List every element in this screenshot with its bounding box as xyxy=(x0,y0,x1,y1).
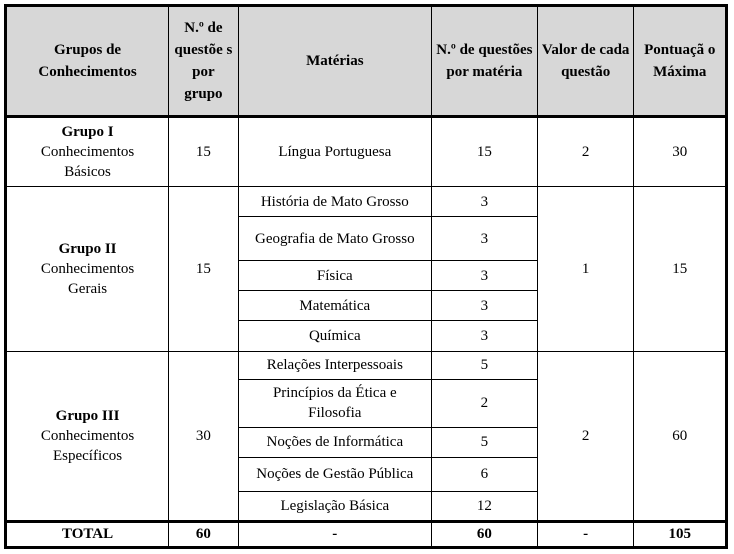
subject-questions: 3 xyxy=(431,321,537,351)
group-cell xyxy=(6,187,169,351)
total-label: TOTAL xyxy=(6,521,169,547)
header-questoes-por-materia: N.º de questões por matéria xyxy=(431,6,537,117)
header-pontuacao-maxima: Pontuaçã o Máxima xyxy=(634,6,727,117)
table-row xyxy=(6,351,727,379)
header-materias: Matérias xyxy=(238,6,431,117)
group-desc: Conhecimentos xyxy=(40,427,135,444)
max-score: 30 xyxy=(634,117,727,187)
question-value: 2 xyxy=(537,117,634,187)
group-questions: 30 xyxy=(169,351,239,521)
subject-questions: 12 xyxy=(431,491,537,521)
group-name: Grupo II xyxy=(58,240,117,257)
group-desc: Básicos xyxy=(64,164,111,181)
question-value: 2 xyxy=(537,351,634,521)
subject-name: História de Mato Grosso xyxy=(238,187,431,217)
subject-questions: 3 xyxy=(431,187,537,217)
subject-questions: 3 xyxy=(431,217,537,261)
subject-name: Legislação Básica xyxy=(238,491,431,521)
subject-name: Relações Interpessoais xyxy=(238,351,431,379)
subject-questions: 15 xyxy=(431,117,537,187)
group-desc: Conhecimentos xyxy=(40,260,135,277)
subject-questions: 2 xyxy=(431,379,537,427)
group-cell xyxy=(6,351,169,521)
total-row xyxy=(6,521,727,547)
group-questions: 15 xyxy=(169,187,239,351)
question-value: 1 xyxy=(537,187,634,351)
subject-name: Geografia de Mato Grosso xyxy=(238,217,431,261)
subject-name: Física xyxy=(238,261,431,291)
header-row xyxy=(6,6,727,117)
group-cell xyxy=(6,117,169,187)
subject-name: Matemática xyxy=(238,291,431,321)
group-desc: Conhecimentos xyxy=(40,144,135,161)
exam-distribution-table xyxy=(4,4,728,549)
total-max: 105 xyxy=(634,521,727,547)
header-grupos: Grupos de Conhecimentos xyxy=(6,6,169,117)
total-questions-subject: 60 xyxy=(431,521,537,547)
subject-questions: 5 xyxy=(431,427,537,457)
group-questions: 15 xyxy=(169,117,239,187)
total-subjects: - xyxy=(238,521,431,547)
subject-questions: 5 xyxy=(431,351,537,379)
subject-questions: 3 xyxy=(431,261,537,291)
subject-name: Língua Portuguesa xyxy=(238,117,431,187)
group-name: Grupo III xyxy=(55,407,120,424)
header-valor-questao: Valor de cada questão xyxy=(537,6,634,117)
subject-name: Noções de Gestão Pública xyxy=(238,457,431,491)
subject-questions: 3 xyxy=(431,291,537,321)
subject-name: Noções de Informática xyxy=(238,427,431,457)
table-row xyxy=(6,117,727,187)
total-questions-group: 60 xyxy=(169,521,239,547)
max-score: 60 xyxy=(634,351,727,521)
subject-questions: 6 xyxy=(431,457,537,491)
table-row xyxy=(6,187,727,217)
group-name: Grupo I xyxy=(61,124,114,141)
group-desc: Específicos xyxy=(52,447,123,464)
max-score: 15 xyxy=(634,187,727,351)
subject-name: Química xyxy=(238,321,431,351)
group-desc: Gerais xyxy=(67,280,108,297)
header-questoes-por-grupo: N.º de questõe s por grupo xyxy=(169,6,239,117)
subject-name: Princípios da Ética e Filosofia xyxy=(238,379,431,427)
total-value: - xyxy=(537,521,634,547)
